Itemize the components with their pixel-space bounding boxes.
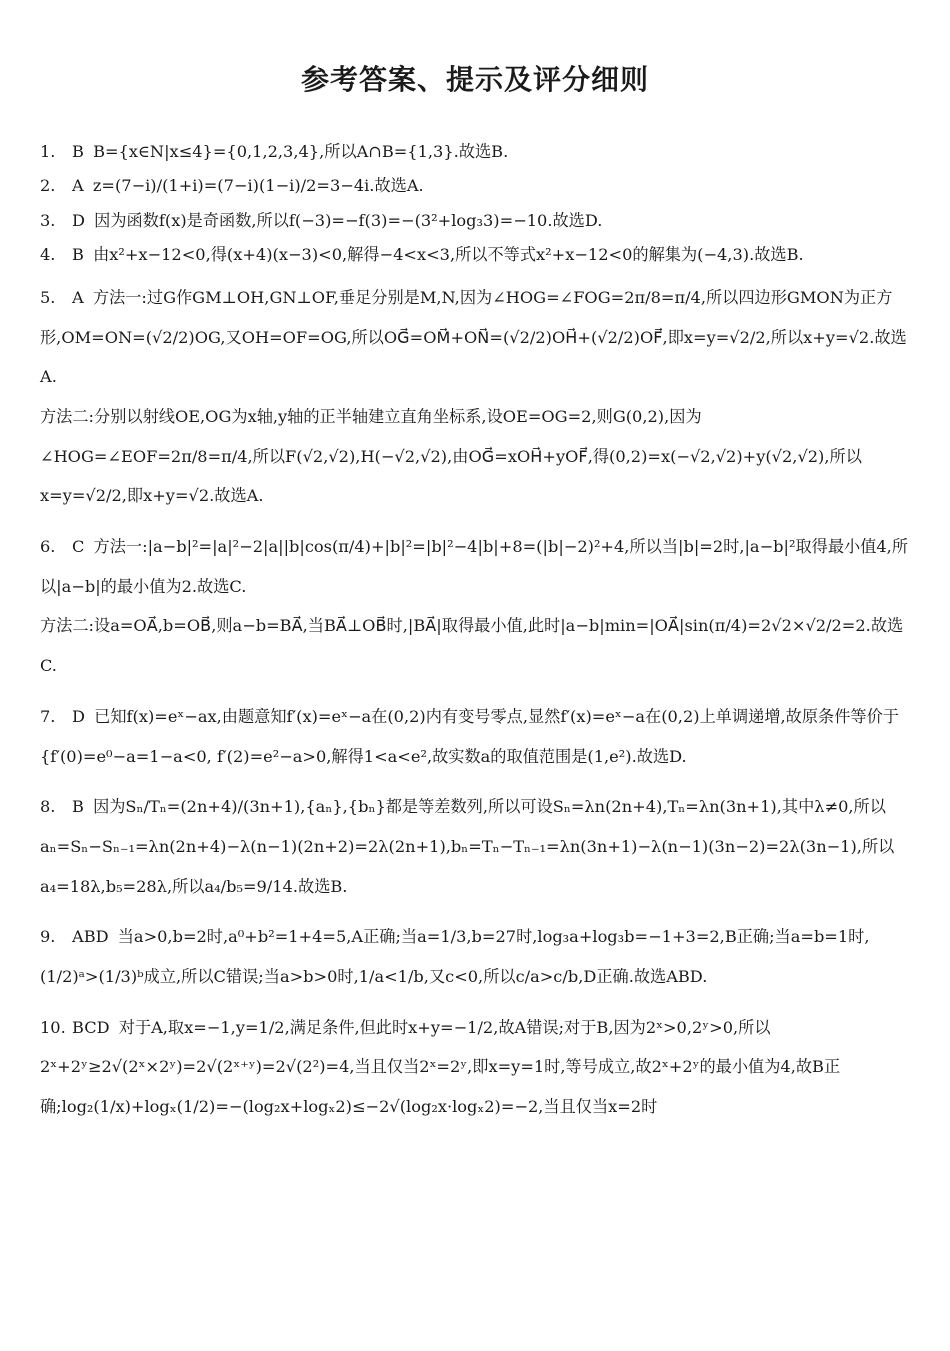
question-number: 4. xyxy=(40,245,56,265)
answer-list xyxy=(40,140,910,1127)
page-title: 参考答案、提示及评分细则 xyxy=(300,63,649,96)
answer-choice: B xyxy=(72,797,84,817)
answer-item-2 xyxy=(40,174,910,197)
method-one-explanation: 方法一:过G作GM⊥OH,GN⊥OF,垂足分别是M,N,因为∠HOG=∠FOG=2π/8=π/4,所以四边形GMON为正方形,OM=ON=(√2/2)OG,又OH=OF=OG,所以OG⃗=OM⃗+ON⃗=(√2/2)OH⃗+(√2/2)OF⃗,即x=y=√2/2,所以x+y=√2.故选A. xyxy=(40,287,907,387)
question-number: 5. xyxy=(40,287,56,307)
answer-item-9 xyxy=(40,917,910,996)
answer-choice: A xyxy=(72,287,84,307)
answer-explanation: B={x∈N|x≤4}={0,1,2,3,4},所以A∩B={1,3}.故选B. xyxy=(93,142,509,161)
answer-item-4 xyxy=(40,243,910,266)
answer-explanation: 当a>0,b=2时,a⁰+b²=1+4=5,A正确;当a=1/3,b=27时,log₃a+log₃b=−1+3=2,B正确;当a=b=1时,(1/2)ᵃ>(1/3)ᵇ成立,所以C错误;当a>b>0时,1/a<1/b,又c<0,所以c/a>c/b,D正确.故选ABD. xyxy=(40,927,870,986)
question-number: 2. xyxy=(40,176,56,196)
question-number: 8. xyxy=(40,797,56,817)
answer-explanation: 由x²+x−12<0,得(x+4)(x−3)<0,解得−4<x<3,所以不等式x²+x−12<0的解集为(−4,3).故选B. xyxy=(93,245,804,265)
answer-choice: C xyxy=(72,537,85,557)
answer-item-6 xyxy=(40,527,910,686)
method-one-explanation: 方法一:|a−b|²=|a|²−2|a||b|cos(π/4)+|b|²=|b|²−4|b|+8=(|b|−2)²+4,所以当|b|=2时,|a−b|²取得最小值4,所以|a−b|的最小值为2.故选C. xyxy=(40,537,909,596)
answer-choice: ABD xyxy=(72,927,109,947)
answer-explanation: 因为函数f(x)是奇函数,所以f(−3)=−f(3)=−(3²+log₃3)=−10.故选D. xyxy=(94,210,603,230)
method-two-explanation: 方法二:设a=OA⃗,b=OB⃗,则a−b=BA⃗,当BA⃗⊥OB⃗时,|BA⃗|取得最小值,此时|a−b|min=|OA⃗|sin(π/4)=2√2×√2/2=2.故选C. xyxy=(40,616,904,676)
answer-choice: BCD xyxy=(72,1017,110,1037)
question-number: 10. xyxy=(40,1017,66,1037)
answer-item-3 xyxy=(40,209,910,232)
answer-choice: A xyxy=(72,176,84,196)
answer-explanation: 对于A,取x=−1,y=1/2,满足条件,但此时x+y=−1/2,故A错误;对于B,因为2ˣ>0,2ʸ>0,所以2ˣ+2ʸ≥2√(2ˣ×2ʸ)=2√(2ˣ⁺ʸ)=2√(2²)=4,当且仅当2ˣ=2ʸ,即x=y=1时,等号成立,故2ˣ+2ʸ的最小值为4,故B正确;log₂(1/x)+logₓ(1/2)=−(log₂x+logₓ2)≤−2√(log₂x·logₓ2)=−2,当且仅当x=2时 xyxy=(40,1017,841,1116)
question-number: 9. xyxy=(40,927,56,947)
answer-choice: D xyxy=(72,210,85,230)
question-number: 3. xyxy=(40,210,56,230)
question-number: 7. xyxy=(40,706,56,726)
method-two-explanation: 方法二:分别以射线OE,OG为x轴,y轴的正半轴建立直角坐标系,设OE=OG=2,则G(0,2),因为∠HOG=∠EOF=2π/8=π/4,所以F(√2,√2),H(−√2,√2),由OG⃗=xOH⃗+yOF⃗,得(0,2)=x(−√2,√2)+y(√2,√2),所以x=y=√2/2,即x+y=√2.故选A. xyxy=(40,407,862,506)
answer-item-7 xyxy=(40,697,910,776)
answer-choice: B xyxy=(72,142,84,161)
answer-item-8 xyxy=(40,787,910,906)
answer-item-1 xyxy=(40,140,910,163)
answer-item-10 xyxy=(40,1008,910,1127)
answer-explanation: z=(7−i)/(1+i)=(7−i)(1−i)/2=3−4i.故选A. xyxy=(92,176,424,196)
question-number: 1. xyxy=(40,142,56,161)
answer-explanation: 已知f(x)=eˣ−ax,由题意知f′(x)=eˣ−a在(0,2)内有变号零点,显然f′(x)=eˣ−a在(0,2)上单调递增,故原条件等价于{f′(0)=e⁰−a=1−a<0, f′(2)=e²−a>0,解得1<a<e²,故实数a的取值范围是(1,e²).故选D. xyxy=(40,706,899,766)
answer-choice: D xyxy=(72,706,85,726)
answer-item-5 xyxy=(40,278,910,516)
answer-explanation: 因为Sₙ/Tₙ=(2n+4)/(3n+1),{aₙ},{bₙ}都是等差数列,所以可设Sₙ=λn(2n+4),Tₙ=λn(3n+1),其中λ≠0,所以aₙ=Sₙ−Sₙ₋₁=λn(2n+4)−λ(n−1)(2n+2)=2λ(2n+1),bₙ=Tₙ−Tₙ₋₁=λn(3n+1)−λ(n−1)(3n−2)=2λ(3n−1),所以a₄=18λ,b₅=28λ,所以a₄/b₅=9/14.故选B. xyxy=(40,797,895,896)
answer-choice: B xyxy=(72,245,84,265)
question-number: 6. xyxy=(40,537,56,557)
